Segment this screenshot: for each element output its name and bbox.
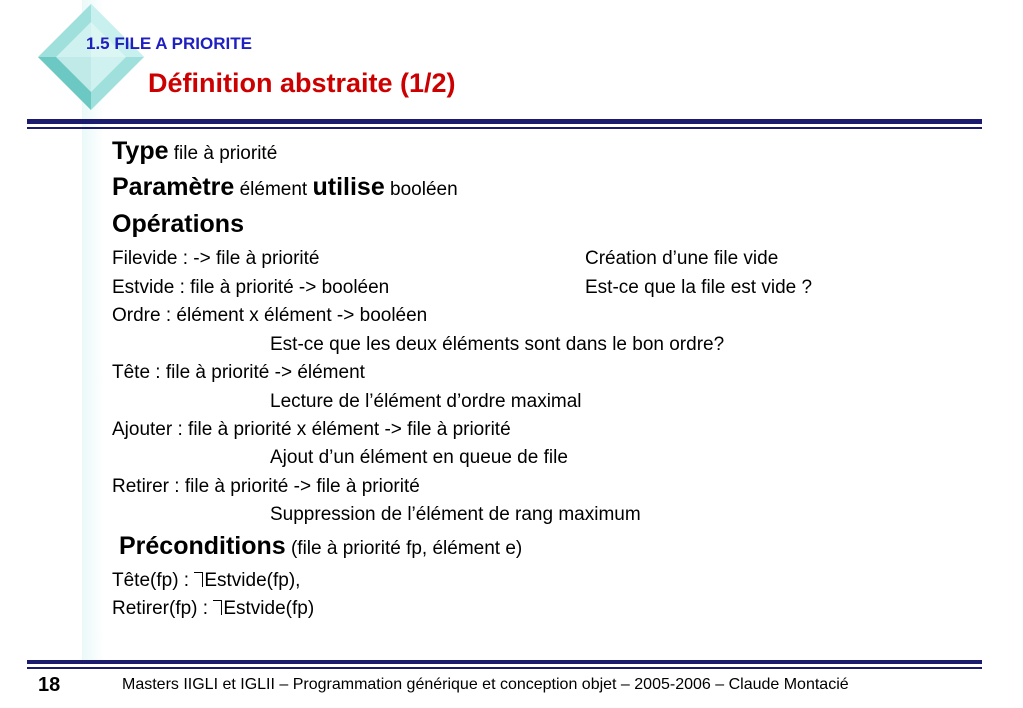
op-tete-signature: Tête : file à priorité -> élément [112, 362, 365, 383]
diamond-logo [36, 2, 146, 112]
utilise-value: booléen [390, 179, 458, 200]
preconditions-line [119, 532, 522, 561]
type-line [112, 137, 277, 166]
precondition-tete [112, 570, 300, 592]
param-keyword: Paramètre [112, 173, 235, 201]
op-tete-description: Lecture de l’élément d’ordre maximal [270, 391, 582, 412]
operations-heading: Opérations [112, 210, 244, 238]
negation-icon [194, 572, 203, 587]
param-line [112, 173, 458, 202]
preconditions-params: (file à priorité fp, élément e) [290, 538, 523, 559]
preconditions-heading: Préconditions [119, 532, 286, 560]
bottom-divider [27, 660, 982, 664]
op-filevide-description: Création d’une file vide [585, 248, 779, 269]
type-keyword: Type [112, 137, 169, 165]
precondition-retirer-prefix: Retirer(fp) : [112, 598, 209, 619]
negation-icon [213, 600, 222, 615]
precondition-retirer-body: Estvide(fp) [223, 598, 315, 619]
op-ordre-description: Est-ce que les deux éléments sont dans le bon ordre? [270, 334, 725, 355]
op-retirer-description: Suppression de l’élément de rang maximum [270, 504, 641, 525]
page-number: 18 [38, 674, 61, 696]
op-ordre-signature: Ordre : élément x élément -> booléen [112, 305, 428, 326]
footer-text: Masters IIGLI et IGLII – Programmation générique et conception objet – 2005-2006 – Claude Montacié [122, 676, 849, 693]
bottom-divider-thin [27, 667, 982, 669]
op-ajouter-signature: Ajouter : file à priorité x élément -> file à priorité [112, 419, 511, 440]
op-retirer-signature: Retirer : file à priorité -> file à priorité [112, 476, 420, 497]
top-divider-thin [27, 127, 982, 129]
op-estvide-signature: Estvide : file à priorité -> booléen [112, 277, 390, 298]
op-filevide-signature: Filevide : -> file à priorité [112, 248, 320, 269]
utilise-keyword: utilise [312, 173, 385, 201]
slide-title: Définition abstraite (1/2) [148, 68, 456, 98]
precondition-tete-prefix: Tête(fp) : [112, 570, 190, 591]
precondition-tete-body: Estvide(fp), [204, 570, 301, 591]
type-value: file à priorité [173, 143, 278, 164]
section-subtitle: 1.5 FILE A PRIORITE [86, 34, 252, 53]
op-ajouter-description: Ajout d’un élément en queue de file [270, 447, 568, 468]
op-estvide-description: Est-ce que la file est vide ? [585, 277, 813, 298]
precondition-retirer [112, 598, 314, 620]
param-value: élément [239, 179, 308, 200]
top-divider [27, 119, 982, 124]
